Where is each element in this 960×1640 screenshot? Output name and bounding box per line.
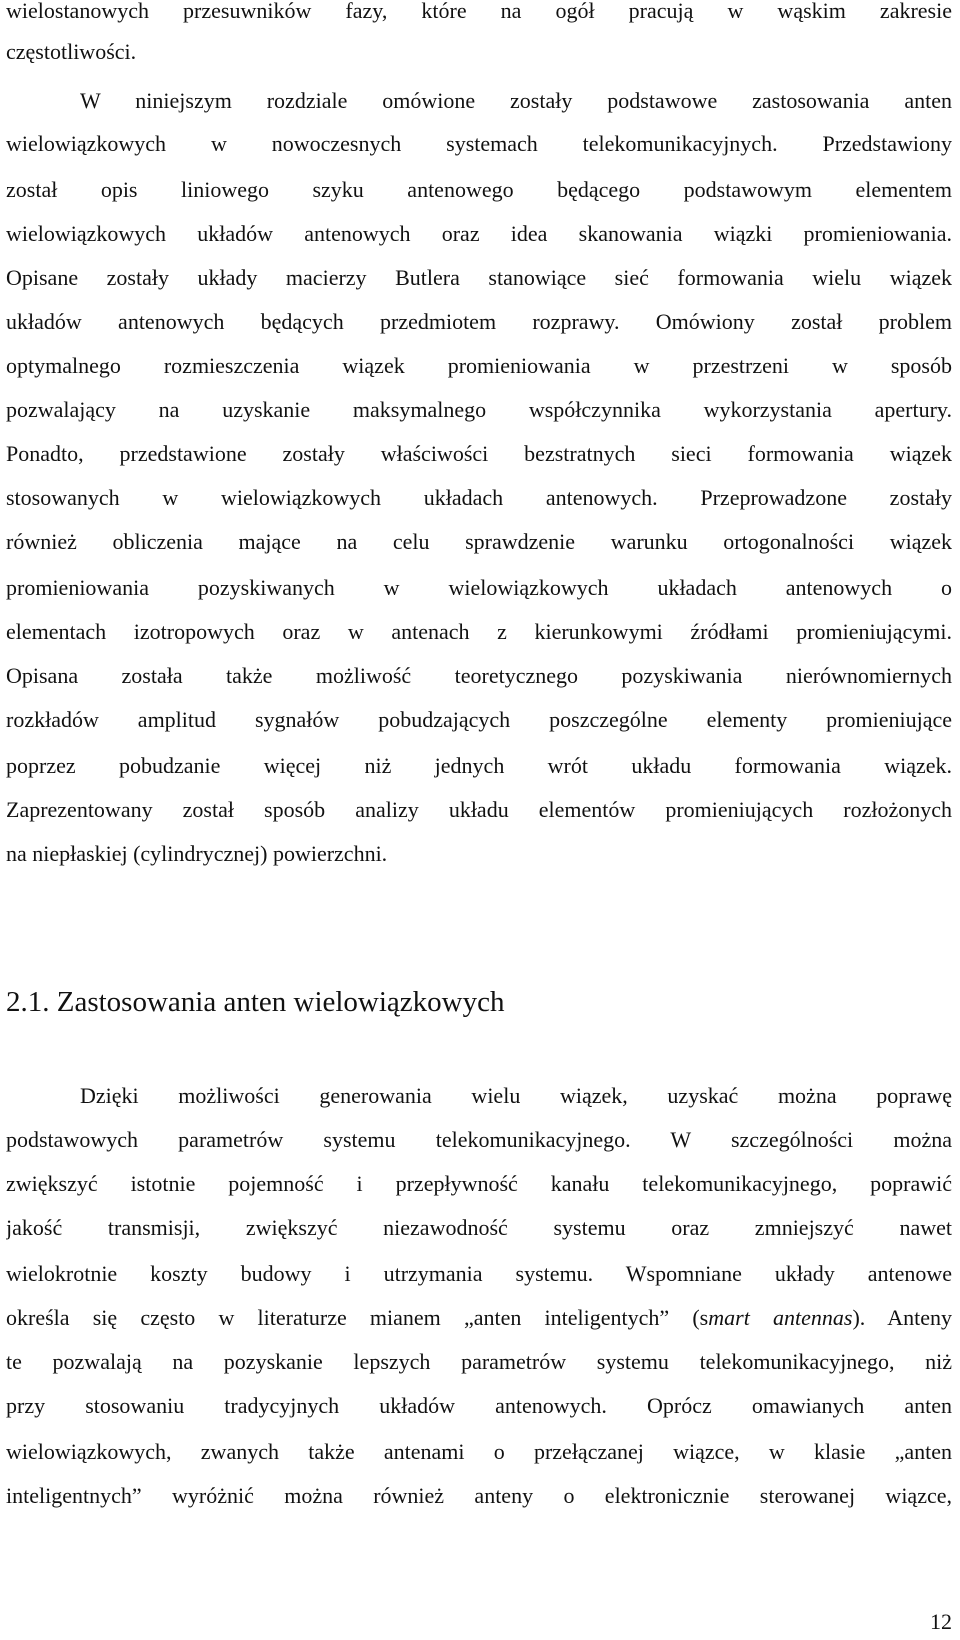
text-line: podstawowych parametrów systemu telekomunikacyjnego. W szczególności można [6, 1127, 952, 1152]
italic-term: mart antennas [708, 1305, 853, 1330]
text-line: również obliczenia mające na celu sprawdzenie warunku ortogonalności wiązek [6, 529, 952, 554]
text-line: na niepłaskiej (cylindrycznej) powierzchni. [6, 841, 388, 866]
text-line: W niniejszym rozdziale omówione zostały podstawowe zastosowania anten [80, 88, 952, 113]
section-heading: 2.1. Zastosowania anten wielowiązkowych [6, 986, 505, 1018]
page-number: 12 [930, 1609, 952, 1634]
text-line: jakość transmisji, zwiększyć niezawodność systemu oraz zmniejszyć nawet [6, 1215, 952, 1240]
text-line: układów antenowych będących przedmiotem rozprawy. Omówiony został problem [6, 309, 952, 334]
text-line: rozkładów amplitud sygnałów pobudzających poszczególne elementy promieniujące [6, 707, 952, 732]
text-line: wielostanowych przesuwników fazy, które na ogół pracują w wąskim zakresie [6, 0, 952, 23]
text-segment: określa się często w literaturze mianem „anten inteligentych” (s [6, 1305, 709, 1330]
text-line: Dzięki możliwości generowania wielu wiązek, uzyskać można poprawę [80, 1083, 952, 1108]
text-line: poprzez pobudzanie więcej niż jednych wrót układu formowania wiązek. [6, 753, 952, 778]
text-line: Opisane zostały układy macierzy Butlera stanowiące sieć formowania wielu wiązek [6, 265, 952, 290]
text-segment: ). Anteny [852, 1305, 952, 1330]
text-line: wielowiązkowych układów antenowych oraz idea skanowania wiązki promieniowania. [6, 221, 952, 246]
text-line: pozwalający na uzyskanie maksymalnego współczynnika wykorzystania apertury. [6, 397, 952, 422]
text-line: optymalnego rozmieszczenia wiązek promieniowania w przestrzeni w sposób [6, 353, 952, 378]
text-line: przy stosowaniu tradycyjnych układów antenowych. Oprócz omawianych anten [6, 1393, 952, 1418]
text-line: został opis liniowego szyku antenowego będącego podstawowym elementem [6, 177, 952, 202]
text-line: Opisana została także możliwość teoretycznego pozyskiwania nierównomiernych [6, 663, 952, 688]
text-line: stosowanych w wielowiązkowych układach antenowych. Przeprowadzone zostały [6, 485, 952, 510]
text-line: Ponadto, przedstawione zostały właściwości bezstratnych sieci formowania wiązek [6, 441, 952, 466]
text-line: inteligentnych” wyróżnić można również anteny o elektronicznie sterowanej wiązce, [6, 1483, 952, 1508]
text-line: te pozwalają na pozyskanie lepszych parametrów systemu telekomunikacyjnego, niż [6, 1349, 952, 1374]
text-line: częstotliwości. [6, 39, 137, 64]
text-line: zwiększyć istotnie pojemność i przepływność kanału telekomunikacyjnego, poprawić [6, 1171, 952, 1196]
text-line: wielokrotnie koszty budowy i utrzymania systemu. Wspomniane układy antenowe [6, 1261, 952, 1286]
text-line: Zaprezentowany został sposób analizy układu elementów promieniujących rozłożonych [6, 797, 952, 822]
text-line: wielowiązkowych, zwanych także antenami o przełączanej wiązce, w klasie „anten [6, 1439, 952, 1464]
text-line-mixed [6, 1304, 952, 1332]
text-line: promieniowania pozyskiwanych w wielowiązkowych układach antenowych o [6, 575, 952, 600]
text-line: elementach izotropowych oraz w antenach z kierunkowymi źródłami promieniującymi. [6, 619, 952, 644]
text-line: wielowiązkowych w nowoczesnych systemach telekomunikacyjnych. Przedstawiony [6, 131, 952, 156]
